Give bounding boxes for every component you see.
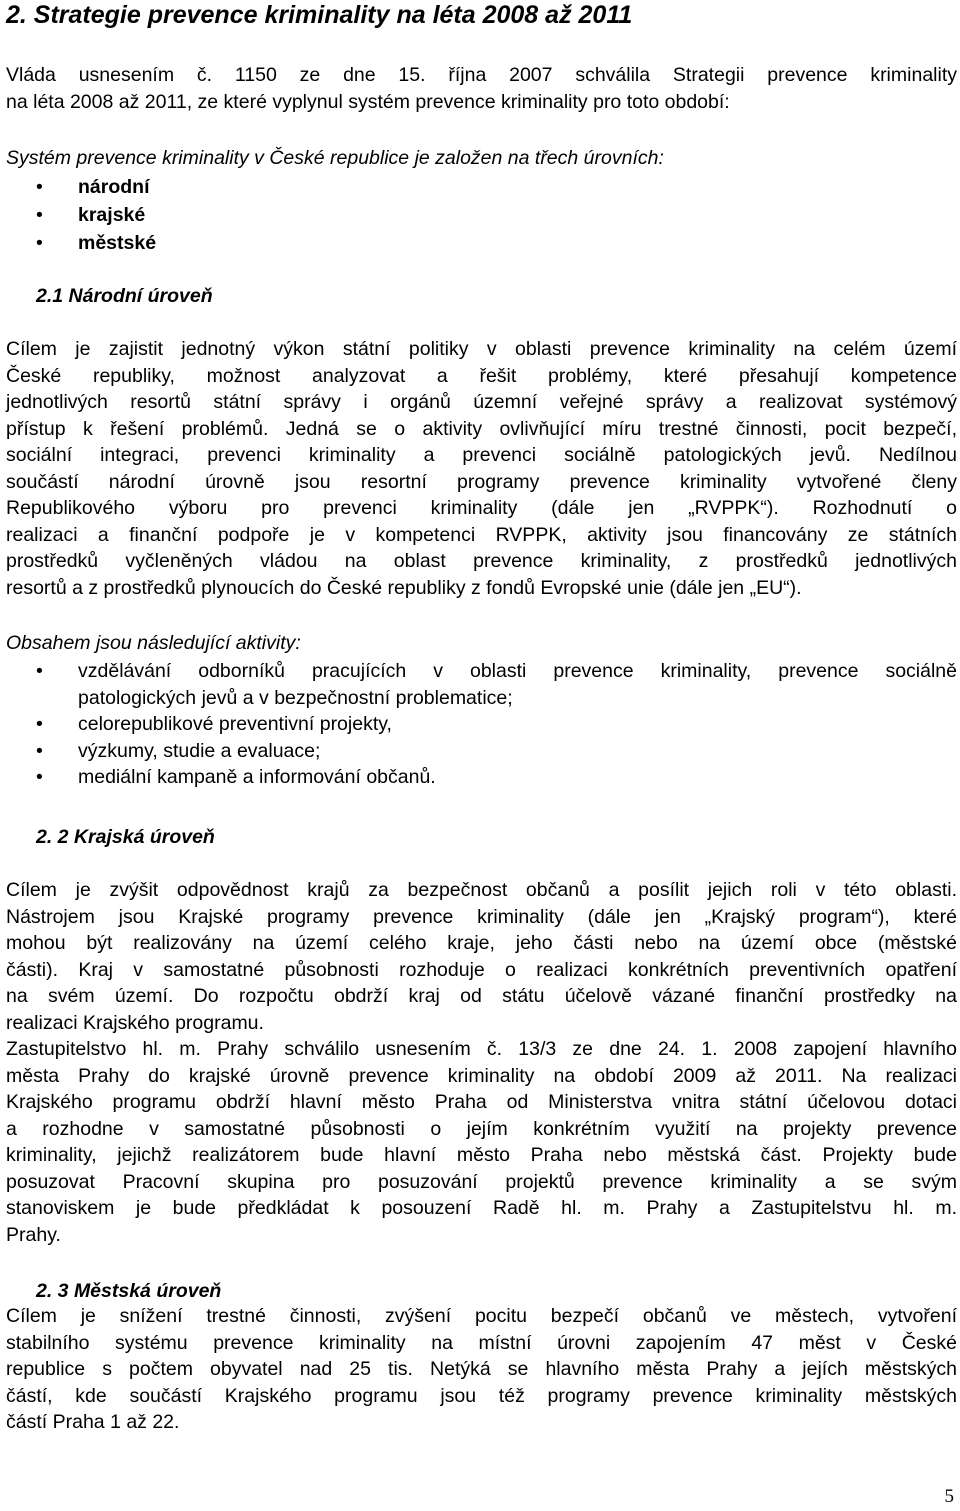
intro-paragraph (6, 62, 957, 115)
list-item (36, 173, 156, 201)
bullet-icon: • (36, 204, 43, 226)
bullet-icon: • (36, 766, 43, 788)
activities-label: Obsahem jsou následující aktivity: (6, 632, 301, 654)
text-line: a rozhodne v samostatné působnosti o jejím konkrétním využití na projekty prevence (6, 1117, 957, 1140)
section-heading: 2. 3 Městská úroveň (36, 1280, 222, 1302)
text-line: Nástrojem jsou Krajské programy prevence kriminality (dále jen „Krajský program“), které (6, 905, 957, 928)
intro-line: na léta 2008 až 2011, ze které vyplynul systém prevence kriminality pro toto období: (6, 90, 730, 113)
level-label: krajské (78, 204, 146, 226)
text-line: přístup k řešení problémů. Jedná se o aktivity ovlivňující míru trestné činnosti, pocit bezpečí, (6, 417, 957, 440)
text-line: Cílem je snížení trestné činnosti, zvýšení pocitu bezpečí občanů ve městech, vytvoření (6, 1305, 957, 1327)
text-line: posuzovat Pracovní skupina pro posuzování projektů prevence kriminality a se svým (6, 1170, 957, 1193)
text-line: mohou být realizovány na území celého kraje, jeho části nebo na území obce (městské (6, 932, 957, 954)
section-heading: 2.1 Národní úroveň (36, 285, 213, 307)
text-line: realizaci a finanční podpoře je v kompetenci RVPPK, aktivity jsou financovány ze státních (6, 523, 957, 546)
section-3-paragraph (6, 1303, 957, 1436)
level-label: národní (78, 176, 150, 198)
bullet-icon: • (36, 660, 43, 682)
activities-list (36, 658, 957, 791)
text-line: stabilního systému prevence kriminality na místní úrovni zapojením 47 měst v České (6, 1331, 957, 1354)
text-line: Cílem je zvýšit odpovědnost krajů za bezpečnost občanů a posílit jejich roli v této oblasti. (6, 879, 957, 901)
text-line: částí, kde součástí Krajského programu jsou též programy prevence kriminality městských (6, 1384, 957, 1407)
text-line: města Prahy do krajské úrovně prevence kriminality na období 2009 až 2011. Na realizaci (6, 1064, 957, 1087)
text-line: prostředků vyčleněných vládou na oblast prevence kriminality, z prostředků jednotlivých (6, 550, 957, 572)
levels-list (36, 173, 156, 257)
text-line: části). Kraj v samostatné působnosti rozhoduje o realizaci konkrétních preventivních opatření (6, 958, 957, 981)
text-line: Krajského programu obdrží hlavní město Praha od Ministerstva vnitra státní účelovou dotaci (6, 1091, 957, 1113)
list-item (36, 711, 957, 738)
text-line: Republikového výboru pro prevenci kriminality (dále jen „RVPPK“). Rozhodnutí o (6, 497, 957, 519)
list-item (36, 658, 957, 711)
text-line: jednotlivých resortů státní správy i orgánů územní veřejné správy a realizovat systémový (6, 391, 957, 413)
list-item (36, 201, 156, 229)
bullet-icon: • (36, 713, 43, 735)
bullet-icon: • (36, 739, 43, 762)
activity-line: celorepublikové preventivní projekty, (78, 713, 392, 735)
activity-line: mediální kampaně a informování občanů. (78, 766, 436, 788)
activity-line: výzkumy, studie a evaluace; (78, 739, 321, 762)
bullet-icon: • (36, 176, 43, 198)
activity-line: patologických jevů a v bezpečnostní problematice; (78, 686, 513, 709)
intro-line: Vláda usnesením č. 1150 ze dne 15. října 2007 schválila Strategii prevence kriminality (6, 64, 957, 86)
text-line: součástí národní úrovně jsou resortní programy prevence kriminality vytvořené členy (6, 470, 957, 493)
section-2-paragraph-b (6, 1036, 957, 1248)
bullet-icon: • (36, 232, 43, 254)
text-line: částí Praha 1 až 22. (6, 1411, 180, 1433)
list-item (36, 229, 156, 257)
text-line: resortů a z prostředků plynoucích do České republiky z fondů Evropské unie (dále jen „EU“). (6, 576, 802, 599)
section-2-paragraph-a (6, 877, 957, 1036)
page-number: 5 (944, 1486, 954, 1507)
text-line: na svém území. Do rozpočtu obdrží kraj od státu účelově vázané finanční prostředky na (6, 985, 957, 1007)
text-line: republice s počtem obyvatel nad 25 tis. Netýká se hlavního města Prahy a jejích městských (6, 1358, 957, 1380)
text-line: kriminality, jejichž realizátorem bude hlavní město Praha nebo městská část. Projekty bude (6, 1144, 957, 1166)
text-line: stanoviskem je bude předkládat k posouzení Radě hl. m. Prahy a Zastupitelstvu hl. m. (6, 1197, 957, 1219)
text-line: sociální integraci, prevenci kriminality a prevenci sociálně patologických jevů. Nedílnou (6, 444, 957, 466)
activity-line: vzdělávání odborníků pracujících v oblasti prevence kriminality, prevence sociálně (78, 660, 957, 682)
system-statement: Systém prevence kriminality v České republice je založen na třech úrovních: (6, 147, 664, 169)
level-label: městské (78, 232, 157, 254)
section-1-paragraph (6, 336, 957, 601)
list-item (36, 738, 957, 765)
text-line: Prahy. (6, 1223, 61, 1246)
text-line: Cílem je zajistit jednotný výkon státní politiky v oblasti prevence kriminality na celém území (6, 338, 957, 360)
page-title: 2. Strategie prevence kriminality na léta 2008 až 2011 (6, 1, 633, 29)
text-line: České republiky, možnost analyzovat a řešit problémy, které přesahují kompetence (6, 364, 957, 387)
list-item (36, 764, 957, 791)
text-line: Zastupitelstvo hl. m. Prahy schválilo usnesením č. 13/3 ze dne 24. 1. 2008 zapojení hlavního (6, 1038, 957, 1060)
section-heading: 2. 2 Krajská úroveň (36, 826, 215, 848)
text-line: realizaci Krajského programu. (6, 1011, 264, 1034)
